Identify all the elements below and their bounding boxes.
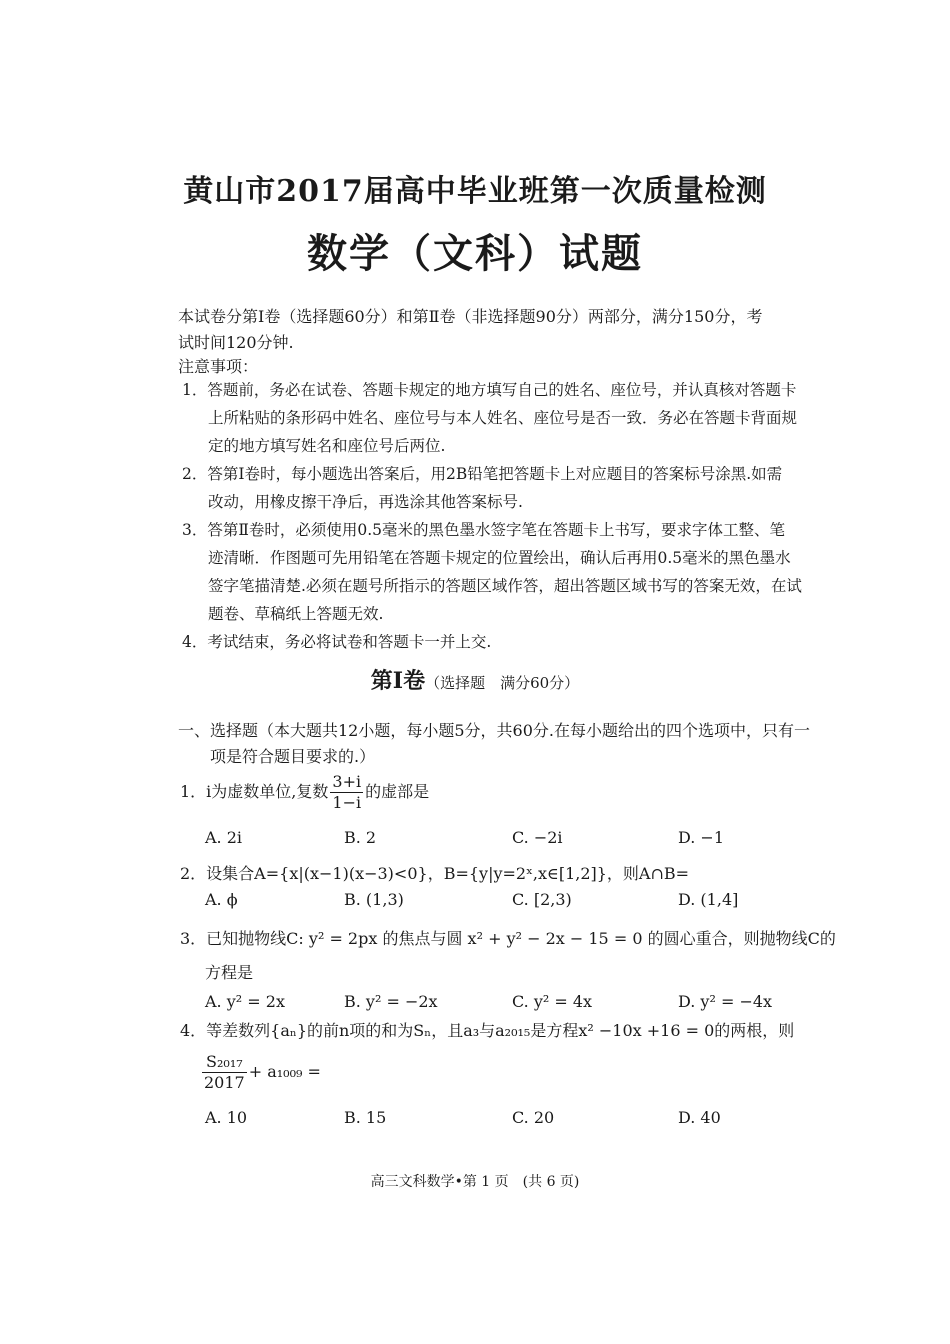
notice-1-line-3: 定的地方填写姓名和座位号后两位. [208,437,446,455]
question-3-line-2: 方程是 [205,963,254,982]
notice-label: 注意事项： [178,357,259,376]
exam-title: 黄山市2017届高中毕业班第一次质量检测 [183,174,767,209]
q1-denominator: 1−i [332,793,362,812]
q4-option-c: C. 20 [512,1108,555,1127]
q3-option-a: A. y² = 2x [205,992,285,1011]
question-3-line-1: 3．已知抛物线C: y² = 2px 的焦点与圆 x² + y² − 2x − 15 = 0 的圆心重合，则抛物线C的 [180,929,836,948]
page-footer: 高三文科数学•第 1 页 (共 6 页) [370,1174,580,1190]
notice-3-line-3: 签字笔描清楚.必须在题号所指示的答题区域作答，超出答题区域书写的答案无效，在试 [208,577,802,595]
q4-option-d: D. 40 [678,1108,721,1127]
notice-3-line-2: 迹清晰．作图题可先用铅笔在答题卡规定的位置绘出，确认后再用0.5毫米的黑色墨水 [208,549,791,567]
notice-1-line-1: 1．答题前，务必在试卷、答题卡规定的地方填写自己的姓名、座位号，并认真核对答题卡 [182,381,797,399]
q1-suffix: 的虚部是 [365,782,430,801]
q1-numerator: 3+i [332,772,362,791]
q1-prefix: 1．i为虚数单位,复数 [180,782,329,801]
question-1 [180,772,429,813]
notice-1-line-2: 上所粘贴的条形码中姓名、座位号与本人姓名、座位号是否一致．务必在答题卡背面规 [208,409,798,427]
part1-line-1: 一、选择题（本大题共12小题，每小题5分，共60分.在每小题给出的四个选项中，只有一 [178,721,810,740]
q1-option-a: A. 2i [205,828,243,847]
notice-2-line-2: 改动，用橡皮擦干净后，再选涂其他答案标号. [208,493,523,511]
part1-line-2: 项是符合题目要求的.） [210,747,376,766]
exam-subtitle: 数学（文科）试题 [307,230,643,277]
q2-option-c: C. [2,3) [512,890,572,909]
section-title: 第Ⅰ卷 [370,668,426,694]
notice-3-line-4: 题卷、草稿纸上答题无效. [208,605,384,623]
q4-denominator: 2017 [204,1073,245,1092]
q1-option-c: C. −2i [512,828,563,847]
question-4-line-1: 4．等差数列{aₙ}的前n项的和为Sₙ，且a₃与a₂₀₁₅是方程x² −10x +16 = 0的两根，则 [180,1021,795,1040]
q2-option-a: A. ϕ [205,890,238,909]
notice-2-line-1: 2．答第Ⅰ卷时，每小题选出答案后，用2B铅笔把答题卡上对应题目的答案标号涂黑.如需 [182,465,783,483]
q2-option-b: B. (1,3) [344,890,404,909]
q3-option-b: B. y² = −2x [344,992,438,1011]
q1-option-d: D. −1 [678,828,725,847]
question-4-line-2 [200,1052,321,1093]
section-note: （选择题 满分60分） [425,674,580,692]
question-2: 2．设集合A={x|(x−1)(x−3)<0}，B={y|y=2ˣ,x∈[1,2]}，则A∩B= [180,864,690,883]
section-heading [0,664,950,695]
q4-fraction [202,1052,247,1093]
q2-option-d: D. (1,4] [678,890,739,909]
q4-option-b: B. 15 [344,1108,387,1127]
intro-line-2: 试时间120分钟. [178,333,294,352]
q4-option-a: A. 10 [205,1108,248,1127]
notice-3-line-1: 3．答第Ⅱ卷时，必须使用0.5毫米的黑色墨水签字笔在答题卡上书写，要求字体工整、笔 [182,521,786,539]
q4-numerator: S₂₀₁₇ [202,1052,247,1073]
intro-line-1: 本试卷分第Ⅰ卷（选择题60分）和第Ⅱ卷（非选择题90分）两部分，满分150分，考 [178,307,763,326]
q1-fraction [330,772,363,813]
q3-option-c: C. y² = 4x [512,992,593,1011]
q4-suffix: + a₁₀₀₉ = [248,1062,321,1081]
q1-option-b: B. 2 [344,828,377,847]
notice-4-line-1: 4．考试结束，务必将试卷和答题卡一并上交. [182,633,492,651]
q3-option-d: D. y² = −4x [678,992,773,1011]
